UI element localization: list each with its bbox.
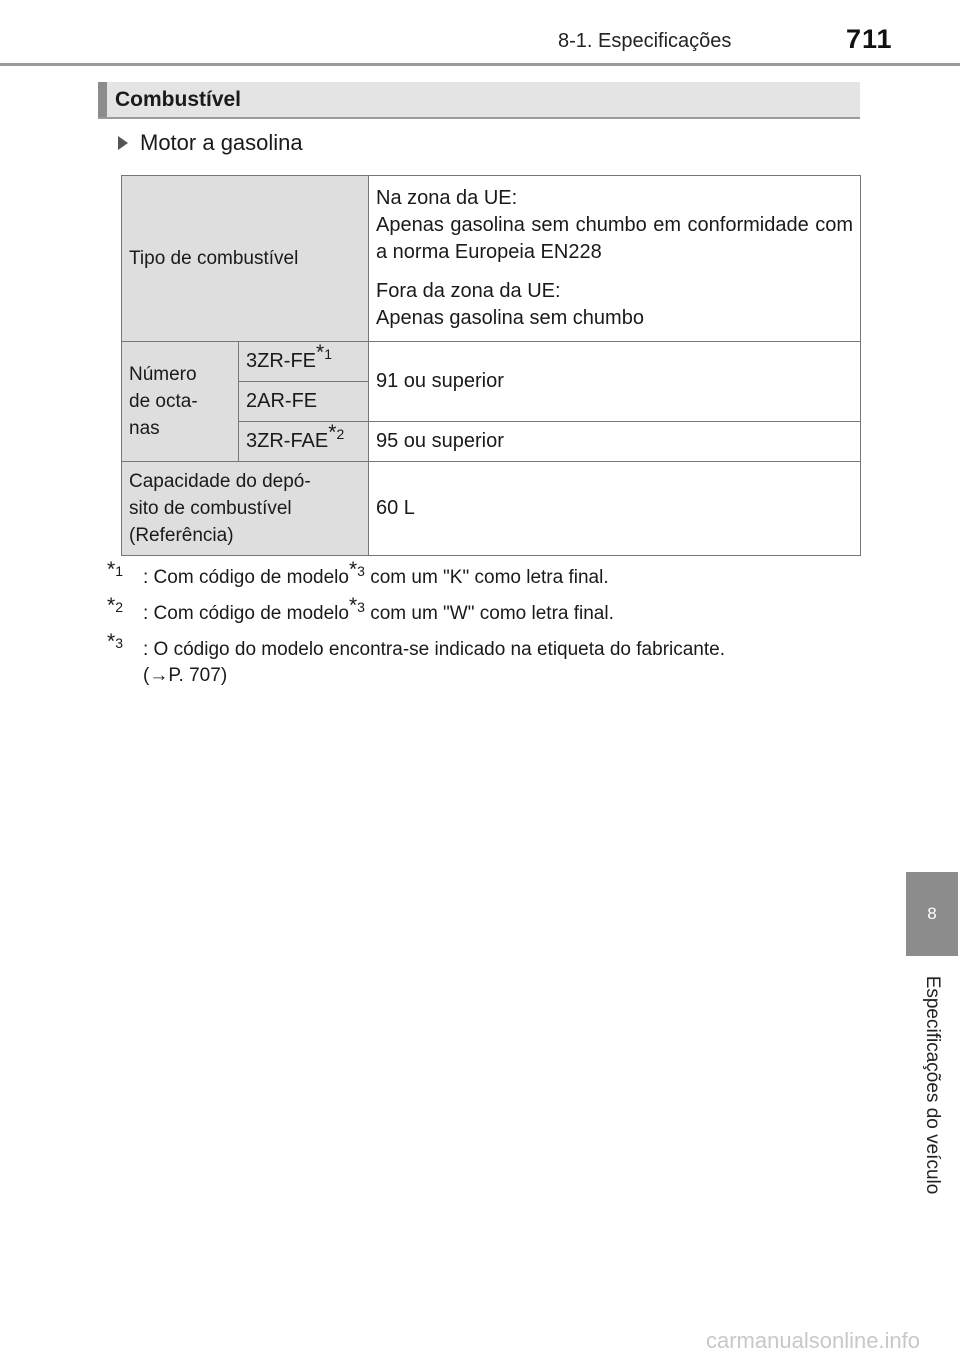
- eu-zone-paragraph: [376, 185, 853, 266]
- section-heading-bar: [98, 82, 860, 119]
- eu-zone-title: Na zona da UE:: [376, 187, 518, 209]
- section-accent: [98, 82, 107, 117]
- capacity-value: 60 L: [369, 462, 861, 556]
- footnote-3: $^{*3}$ : O código do modelo encontra-se indicado na etiqueta do fabricante. (→P. 707): [107, 629, 725, 686]
- capacity-label: Capacidade do depó- sito de combustível (Referência): [122, 462, 369, 556]
- engine-3zr-fe: 3ZR-FE$^{*1}$: [239, 342, 369, 382]
- engine-2ar-fe: 2AR-FE: [239, 382, 369, 422]
- header-section-title: 8-1. Especificações: [558, 30, 732, 52]
- octane-value-91: 91 ou superior: [369, 342, 861, 422]
- arrow-right-icon: →: [149, 665, 169, 686]
- table-row-capacity: [122, 462, 861, 556]
- table-row-fuel-type: [122, 176, 861, 342]
- octane-label: Número de octa- nas: [122, 342, 239, 462]
- eu-zone-text: Apenas gasolina sem chumbo em conformidade com a norma Europeia EN228: [376, 214, 853, 263]
- page-reference-link[interactable]: P. 707: [168, 665, 221, 686]
- fuel-spec-table: [121, 175, 861, 556]
- footnote-1: $^{*1}$ : Com código de modelo$^{*3}$ com um "K" como letra final.: [107, 565, 807, 591]
- non-eu-zone-title: Fora da zona da UE:: [376, 280, 561, 302]
- page-number: 711: [846, 24, 893, 54]
- footnote-marker: *2: [107, 593, 123, 617]
- footnotes: [107, 557, 807, 699]
- chapter-tab[interactable]: 8: [906, 872, 958, 956]
- table-row: [122, 342, 861, 382]
- watermark: carmanualsonline.info: [706, 1328, 921, 1353]
- triangle-bullet-icon: [118, 136, 128, 150]
- octane-value-95: 95 ou superior: [369, 422, 861, 462]
- fuel-type-label: Tipo de combustível: [122, 176, 369, 342]
- engine-3zr-fae: 3ZR-FAE$^{*2}$: [239, 422, 369, 462]
- non-eu-zone-text: Apenas gasolina sem chumbo: [376, 307, 644, 329]
- subheading: [118, 130, 303, 156]
- chapter-label: Especificações do veículo: [922, 975, 943, 1195]
- subheading-text: Motor a gasolina: [140, 130, 303, 155]
- footnote-marker: *3: [107, 629, 123, 653]
- footnote-2: $^{*2}$ : Com código de modelo$^{*3}$ com um "W" como letra final.: [107, 601, 807, 627]
- header-divider: [0, 63, 960, 66]
- section-title: Combustível: [115, 88, 242, 111]
- fuel-type-value: [369, 176, 861, 342]
- non-eu-zone-paragraph: [376, 278, 853, 332]
- footnote-marker: *1: [107, 557, 123, 581]
